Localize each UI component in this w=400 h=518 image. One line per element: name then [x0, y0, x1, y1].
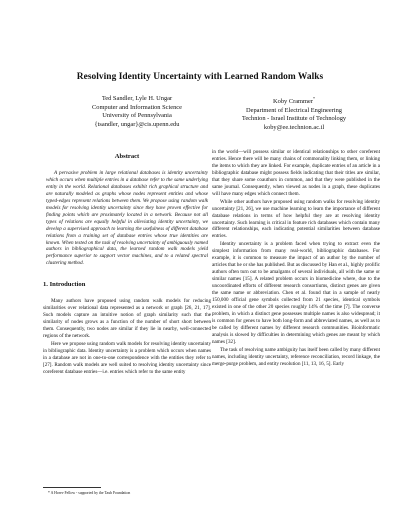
- section-heading-introduction: 1. Introduction: [43, 281, 86, 289]
- author-email: koby@ee.technion.ac.il: [263, 123, 325, 131]
- author-name-line: [224, 95, 364, 107]
- right-column: [212, 149, 380, 368]
- author-block-left: [62, 95, 212, 129]
- paragraph: Here we propose using random walk models for resolving identity uncertainty in bibliographic data. Identity uncertainty is a problem which occurs when names in a database are not in one-to-one correspondence with the entities they refer to [27]. Random walk models are well suited to resolving identity uncertainty since coreferent database entries—i.e. entries which refer to the same entity: [43, 341, 211, 375]
- author-university: Technion - Israel Institute of Technology: [241, 115, 347, 123]
- abstract-text: A pervasive problem in large relational databases is identity uncertainty which occurs when multiple entries in a database refer to the same underlying entity in the world. Relational databases exhibit rich graphical structure and are naturally modeled as graphs whose nodes represent entities and whose typed-edges represent relations between them. We propose using random walk models for resolving identity uncertainty since they have proven effective for finding points which are proximately located in a network. Because not all types of relations are equally helpful in alleviating identity uncertainty, we develop a supervised approach to learning the usefulness of different database relations from a training set of database entries whose true identities are known. When tested on the task of resolving uncertainty of ambiguously named authors in bibliographical data, the learned random walk models yield performance superior to support vector machines, and to a related spectral clustering method.: [46, 170, 208, 267]
- paragraph: in the world—will possess similar or identical relationships to other coreferent entries. Hence there will be many chains of commonality linking them, or linking the items to which they are linked. For example, duplicate entries of an article in a bibliographic database might possess fields indicating that their titles are similar, that they share some coauthors in common, and that they were published in the same journal. Consequently, when viewed as nodes in a graph, these duplicates will have many edges which connect them.: [212, 149, 380, 197]
- author-email: {tsandler, ungar}@cis.upenn.edu: [94, 120, 180, 128]
- paragraph: While other authors have proposed using random walks for resolving identity uncertainty [21, 26], we use machine learning to learn the importance of different database relations in terms of how helpful they are at resolving identity uncertainty. Such learning is critical in feature rich databases which contain many different relationships, each indicating potential similarities between database entries.: [212, 198, 380, 240]
- author-department: Computer and Information Science: [92, 103, 182, 111]
- left-column: [43, 150, 211, 376]
- footnote: * A Horev Fellow - supported by the Taub Foundation: [48, 491, 131, 495]
- author-department: Department of Electrical Engineering: [246, 106, 342, 114]
- author-university: University of Pennsylvania: [102, 112, 172, 119]
- abstract-heading: Abstract: [114, 153, 140, 160]
- author-name: Koby Crammer: [273, 98, 313, 106]
- paragraph: Many authors have proposed using random walk models for reducing similarities over relational data represented as a network or graph [26, 21, 17]. Such models capture an intuitive notion of graph similarity such that the similarity of nodes grows as a function of the number of short short between them. Consequently, two nodes are similar if they lie in nearby, well-connected regions of the network.: [43, 298, 211, 340]
- author-affiliations: [0, 95, 400, 150]
- author-block-right: [224, 95, 364, 132]
- footnote-mark: *: [312, 96, 315, 101]
- paragraph: The task of resolving name ambiguity has itself been called by many different names, including identity uncertainty, reference reconciliation, record linkage, the merge-purge problem, and entity resolution [11, 13, 16, 5]. Early: [212, 346, 380, 367]
- paragraph: Identity uncertainty is a problem faced when trying to extract even the simplest information from many real-world, bibliographic databases. For example, it is common to measure the impact of an author by the number of articles that he or she has published. But as discussed by Han et al., highly prolific authors often turn out to be amalgams of several individuals, all with the same or similar names [15]. A related problem occurs in biomedicine where, due to the uncoordinated efforts of different research consortiums, distinct genes are given the same name or abbreviation. Chen et al. found that in a sample of nearly 150,000 official gene symbols collected from 21 species, identical symbols existed in one of the other 20 species roughly 14% of the time [7]. The converse problem, in which a distinct gene possesses multiple names is also widespread; it is common for genes to have both long-form and abbreviated names, as well as to be called by different names by different research communities. Bioinformatic analysis is slowed by difficulties in determining which genes are meant by which names [32].: [212, 241, 380, 345]
- author-names: Ted Sandler, Lyle H. Ungar: [101, 95, 173, 102]
- paper-title: Resolving Identity Uncertainty with Learned Random Walks: [76, 72, 324, 82]
- footnote-divider: [43, 487, 101, 488]
